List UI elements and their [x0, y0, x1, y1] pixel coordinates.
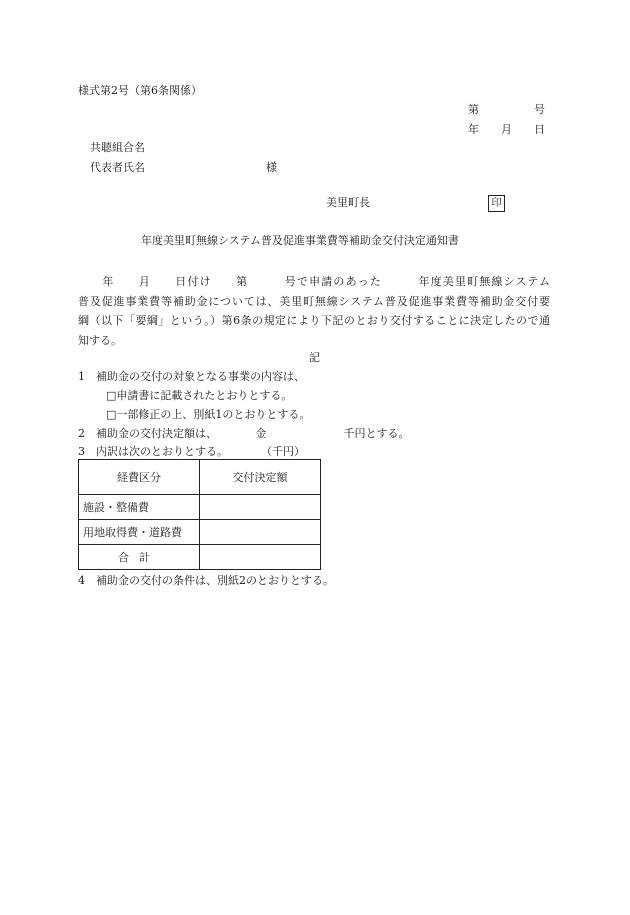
- table-row: [79, 495, 321, 520]
- table-header-row: [79, 460, 321, 495]
- document-title: 年度美里町無線システム普及促進事業費等補助金交付決定通知書: [141, 234, 459, 247]
- table-total-row: [79, 545, 321, 570]
- body-line: 知する。: [78, 333, 122, 347]
- document-number: 第 号: [468, 103, 545, 116]
- issuer-title: 美里町長: [326, 196, 370, 209]
- association-name-label: 共聴組合名: [90, 141, 145, 154]
- body-line: 年 月 日付け 第 号で申請のあった 年度美里町無線システム: [78, 275, 550, 288]
- column-header-decided-amount: 交付決定額: [200, 460, 321, 495]
- total-label: 合計: [79, 545, 200, 570]
- row-label-land: 用地取得費・道路費: [79, 520, 200, 545]
- document-date: 年 月 日: [468, 123, 545, 136]
- row-amount-land: [200, 520, 321, 545]
- ki-heading: 記: [309, 351, 320, 364]
- form-number: 様式第2号（第6条関係）: [78, 84, 202, 97]
- column-header-expense-category: 経費区分: [79, 460, 200, 495]
- total-amount: [200, 545, 321, 570]
- item-1: 1 補助金の交付の対象となる事業の内容は、: [78, 370, 305, 383]
- honorific: 様: [266, 161, 277, 174]
- item-1-option-2: □一部修正の上、別紙1のとおりとする。: [106, 408, 311, 421]
- body-line: 普及促進事業費等補助金については、美里町無線システム普及促進事業費等補助金交付要: [78, 294, 550, 308]
- breakdown-table: [78, 459, 321, 570]
- representative-name-label: 代表者氏名: [90, 161, 145, 174]
- item-2: 2 補助金の交付決定額は、 金 千円とする。: [78, 427, 410, 440]
- item-1-option-1: □申請書に記載されたとおりとする。: [106, 389, 293, 402]
- seal-mark: 印: [488, 195, 505, 212]
- body-paragraph: [78, 272, 550, 350]
- row-amount-facility: [200, 495, 321, 520]
- item-4: 4 補助金の交付の条件は、別紙2のとおりとする。: [78, 574, 334, 587]
- body-line: 綱（以下「要綱」という。）第6条の規定により下記のとおり交付することに決定したので通: [78, 314, 550, 327]
- row-label-facility: 施設・整備費: [79, 495, 200, 520]
- item-3: 3 内訳は次のとおりとする。 （千円）: [78, 445, 305, 458]
- table-row: [79, 520, 321, 545]
